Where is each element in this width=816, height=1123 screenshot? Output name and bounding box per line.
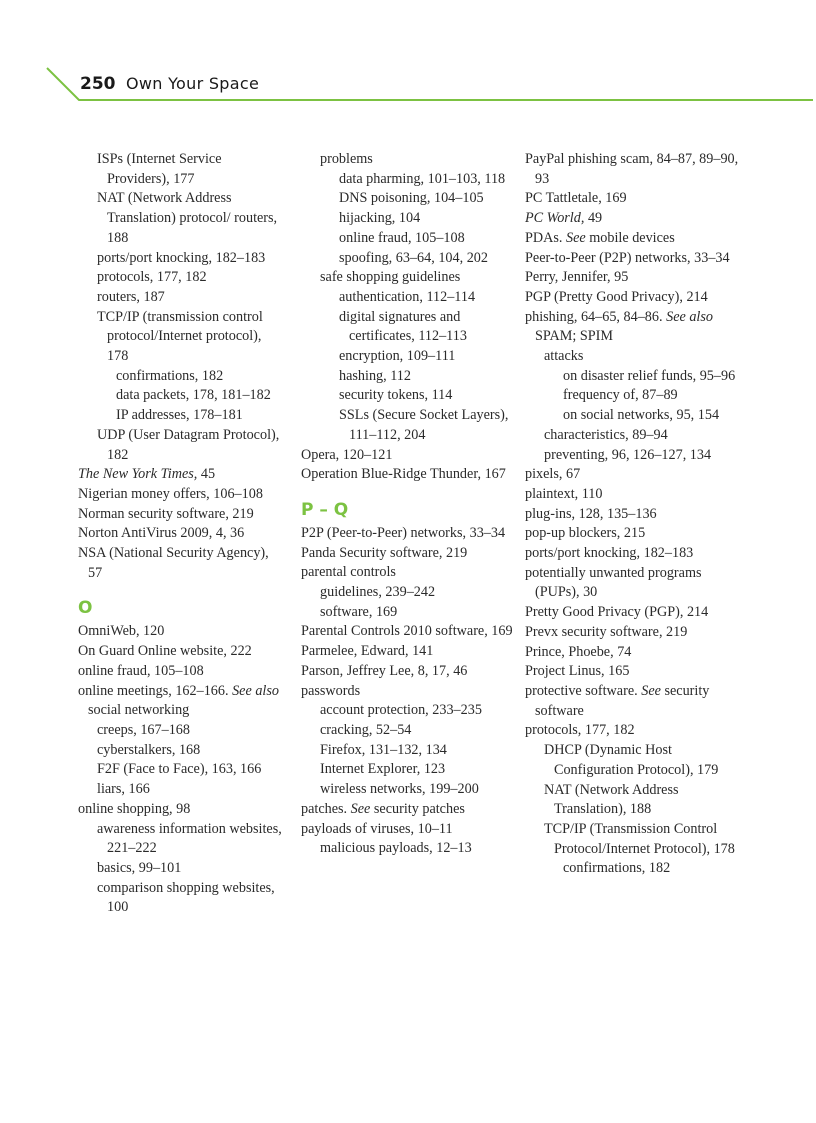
index-column-1: [78, 150, 284, 918]
entry-text: malicious payloads, 12–13: [320, 840, 472, 857]
index-entry: [97, 308, 284, 367]
index-entry: [320, 741, 516, 761]
page-header: [0, 0, 816, 110]
entry-text: cyberstalkers, 168: [97, 741, 201, 758]
entry-text: Parmelee, Edward, 141: [301, 643, 434, 660]
entry-italic-text: The New York Times,: [78, 466, 198, 483]
entry-text: Nigerian money offers, 106–108: [78, 485, 263, 502]
entry-text: DHCP (Dynamic Host Configuration Protocol), 179: [544, 742, 719, 778]
index-entry: [525, 721, 747, 741]
entry-text: parental controls: [301, 564, 396, 581]
entry-text: PDAs.: [525, 229, 566, 246]
index-entry: [339, 170, 516, 190]
index-entry: [339, 308, 516, 347]
index-entry: [525, 249, 747, 269]
entry-text: NAT (Network Address Translation) protocol/ routers, 188: [97, 190, 278, 246]
entry-text: hashing, 112: [339, 367, 411, 384]
entry-text: UDP (User Datagram Protocol), 182: [97, 426, 280, 463]
entry-text: TCP/IP (transmission control protocol/Internet protocol), 178: [97, 308, 263, 365]
entry-text: Perry, Jennifer, 95: [525, 269, 629, 286]
entry-text: digital signatures and certificates, 112–113: [339, 308, 467, 345]
index-entry: [563, 859, 747, 879]
entry-text: plug-ins, 128, 135–136: [525, 505, 657, 522]
index-entry: [78, 524, 284, 544]
index-entry: [97, 189, 284, 248]
index-entry: [525, 229, 747, 249]
entry-text: Prevx security software, 219: [525, 623, 688, 640]
index-entry: [301, 820, 516, 840]
entry-text: online fraud, 105–108: [339, 229, 465, 246]
entry-text: Norman security software, 219: [78, 505, 254, 522]
index-entry: [97, 268, 284, 288]
index-entry: [301, 622, 516, 642]
index-entry: [78, 682, 284, 721]
index-entry: [320, 583, 516, 603]
index-column-2: [301, 150, 516, 859]
entry-text: comparison shopping websites, 100: [97, 879, 275, 916]
index-entry: [78, 642, 284, 662]
index-entry: [97, 249, 284, 269]
index-entry: [563, 367, 747, 387]
index-entry: [78, 622, 284, 642]
entry-text: security software: [535, 682, 710, 719]
index-entry: [339, 347, 516, 367]
entry-text: ports/port knocking, 182–183: [97, 249, 266, 266]
index-entry: [97, 426, 284, 465]
entry-text: patches.: [301, 800, 351, 817]
index-entry: [339, 249, 516, 269]
index-entry: [320, 839, 516, 859]
entry-text: Parental Controls 2010 software, 169: [301, 623, 513, 640]
entry-text: passwords: [301, 682, 361, 699]
entry-text: TCP/IP (Transmission Control Protocol/Internet Protocol), 178: [544, 820, 735, 857]
entry-text: IP addresses, 178–181: [116, 407, 243, 424]
entry-text: security tokens, 114: [339, 387, 453, 404]
index-entry: [525, 544, 747, 564]
entry-text: ports/port knocking, 182–183: [525, 545, 694, 562]
entry-text: Parson, Jeffrey Lee, 8, 17, 46: [301, 662, 468, 679]
index-entry: [563, 386, 747, 406]
index-entry: [525, 288, 747, 308]
entry-text: software, 169: [320, 603, 398, 620]
index-entry: [525, 603, 747, 623]
index-entry: [525, 524, 747, 544]
index-entry: [339, 189, 516, 209]
index-entry: [301, 563, 516, 583]
index-entry: [116, 406, 284, 426]
index-entry: [97, 760, 284, 780]
index-entry: [78, 505, 284, 525]
index-entry: [97, 741, 284, 761]
entry-text: protocols, 177, 182: [97, 269, 207, 286]
entry-text: Pretty Good Privacy (PGP), 214: [525, 604, 709, 621]
entry-text: confirmations, 182: [116, 367, 224, 384]
entry-text: mobile devices: [585, 229, 675, 246]
index-entry: [301, 642, 516, 662]
index-entry: [320, 268, 516, 288]
entry-text: characteristics, 89–94: [544, 426, 668, 443]
entry-text: PC Tattletale, 169: [525, 190, 627, 207]
entry-text: 45: [197, 466, 216, 483]
index-entry: [78, 800, 284, 820]
entry-text: on disaster relief funds, 95–96: [563, 367, 736, 384]
entry-text: spoofing, 63–64, 104, 202: [339, 249, 488, 266]
page-number: 250: [80, 74, 116, 94]
index-entry: [78, 544, 284, 583]
index-entry: [301, 682, 516, 702]
index-entry: [320, 760, 516, 780]
entry-text: frequency of, 87–89: [563, 387, 678, 404]
index-entry: [544, 781, 747, 820]
section-heading: O: [78, 598, 93, 619]
entry-text: online shopping, 98: [78, 800, 191, 817]
entry-text: PGP (Pretty Good Privacy), 214: [525, 288, 708, 305]
entry-text: data pharming, 101–103, 118: [339, 170, 506, 187]
index-entry: [339, 229, 516, 249]
entry-text: on social networks, 95, 154: [563, 407, 720, 424]
index-entry: [78, 662, 284, 682]
entry-text: Project Linus, 165: [525, 663, 630, 680]
entry-text: pixels, 67: [525, 466, 581, 483]
entry-text: PayPal phishing scam, 84–87, 89–90, 93: [525, 151, 739, 187]
index-entry: [339, 288, 516, 308]
index-entry: [97, 288, 284, 308]
index-entry: [320, 780, 516, 800]
index-entry: [78, 485, 284, 505]
index-entry: [339, 209, 516, 229]
entry-italic-text: See also: [232, 682, 279, 699]
index-entry: [339, 367, 516, 387]
entry-text: Operation Blue-Ridge Thunder, 167: [301, 466, 506, 483]
index-entry: [525, 643, 747, 663]
entry-text: online fraud, 105–108: [78, 662, 204, 679]
entry-text: guidelines, 239–242: [320, 584, 436, 601]
index-entry: [544, 820, 747, 859]
index-entry: [525, 682, 747, 721]
entry-text: problems: [320, 151, 373, 167]
entry-text: routers, 187: [97, 288, 165, 305]
index-entry: [525, 150, 747, 189]
index-entry: [563, 406, 747, 426]
section-heading: P – Q: [301, 499, 349, 520]
index-entry: [301, 446, 516, 466]
index-entry: [301, 662, 516, 682]
entry-text: account protection, 233–235: [320, 702, 482, 719]
entry-text: Internet Explorer, 123: [320, 761, 446, 778]
entry-text: basics, 99–101: [97, 859, 182, 876]
index-entry: [339, 386, 516, 406]
entry-text: On Guard Online website, 222: [78, 643, 252, 660]
index-entry: [544, 446, 747, 466]
entry-text: confirmations, 182: [563, 860, 671, 877]
entry-text: Norton AntiVirus 2009, 4, 36: [78, 525, 245, 542]
entry-text: attacks: [544, 348, 584, 365]
entry-italic-text: PC World,: [525, 210, 585, 227]
index-entry: [544, 741, 747, 780]
entry-text: wireless networks, 199–200: [320, 781, 479, 798]
index-entry: [320, 603, 516, 623]
entry-text: Panda Security software, 219: [301, 544, 468, 561]
index-entry: [97, 780, 284, 800]
entry-text: Firefox, 131–132, 134: [320, 741, 447, 758]
index-column-3: [525, 150, 747, 879]
entry-text: encryption, 109–111: [339, 348, 456, 365]
entry-text: online meetings, 162–166.: [78, 682, 233, 699]
index-entry: [525, 623, 747, 643]
entry-text: awareness information websites, 221–222: [97, 820, 282, 857]
entry-text: SSLs (Secure Socket Layers), 111–112, 204: [339, 407, 509, 443]
entry-text: authentication, 112–114: [339, 288, 476, 305]
entry-text: cracking, 52–54: [320, 721, 412, 738]
index-entry: [525, 465, 747, 485]
entry-text: F2F (Face to Face), 163, 166: [97, 761, 262, 778]
entry-text: Prince, Phoebe, 74: [525, 643, 632, 660]
index-entry: [320, 721, 516, 741]
entry-text: SPAM; SPIM: [535, 328, 613, 345]
index-entry: [525, 662, 747, 682]
entry-text: phishing, 64–65, 84–86.: [525, 308, 667, 325]
index-entry: [544, 426, 747, 446]
index-entry: [78, 465, 284, 485]
entry-text: P2P (Peer-to-Peer) networks, 33–34: [301, 524, 506, 541]
index-entry: [525, 268, 747, 288]
entry-text: ISPs (Internet Service Providers), 177: [97, 151, 222, 187]
entry-text: data packets, 178, 181–182: [116, 387, 271, 404]
index-entry: [97, 879, 284, 918]
entry-text: OmniWeb, 120: [78, 623, 165, 640]
index-entry: [97, 859, 284, 879]
entry-text: security patches: [370, 800, 465, 817]
index-entry: [320, 150, 516, 170]
entry-italic-text: See: [350, 800, 371, 817]
entry-text: preventing, 96, 126–127, 134: [544, 446, 712, 463]
entry-italic-text: See: [641, 682, 661, 699]
entry-text: NSA (National Security Agency), 57: [78, 545, 269, 581]
index-entry: [301, 524, 516, 544]
book-title: Own Your Space: [126, 74, 260, 93]
entry-text: liars, 166: [97, 781, 150, 798]
entry-text: safe shopping guidelines: [320, 269, 461, 286]
index-entry: [116, 386, 284, 406]
index-entry: [301, 800, 516, 820]
index-entry: [525, 564, 747, 603]
index-entry: [525, 485, 747, 505]
entry-text: creeps, 167–168: [97, 721, 190, 738]
index-entry: [97, 820, 284, 859]
entry-text: Opera, 120–121: [301, 446, 393, 463]
entry-text: pop-up blockers, 215: [525, 525, 646, 542]
entry-text: protective software.: [525, 682, 642, 699]
index-entry: [97, 721, 284, 741]
index-entry: [339, 406, 516, 445]
entry-text: hijacking, 104: [339, 210, 421, 227]
index-entry: [525, 209, 747, 229]
entry-text: protocols, 177, 182: [525, 722, 635, 739]
entry-text: potentially unwanted programs (PUPs), 30: [525, 564, 702, 601]
entry-text: NAT (Network Address Translation), 188: [544, 781, 679, 818]
entry-text: social networking: [88, 702, 190, 719]
header-rule: [0, 0, 816, 110]
index-entry: [301, 544, 516, 564]
entry-text: payloads of viruses, 10–11: [301, 820, 453, 837]
entry-text: plaintext, 110: [525, 485, 603, 502]
entry-italic-text: See also: [666, 308, 713, 325]
entry-text: DNS poisoning, 104–105: [339, 190, 484, 207]
index-entry: [97, 150, 284, 189]
entry-text: Peer-to-Peer (P2P) networks, 33–34: [525, 249, 730, 266]
index-entry: [544, 347, 747, 367]
index-entry: [525, 308, 747, 347]
index-entry: [301, 465, 516, 485]
entry-italic-text: See: [566, 229, 586, 246]
index-entry: [320, 701, 516, 721]
entry-text: 49: [584, 210, 603, 227]
index-entry: [525, 505, 747, 525]
index-entry: [116, 367, 284, 387]
index-entry: [525, 189, 747, 209]
